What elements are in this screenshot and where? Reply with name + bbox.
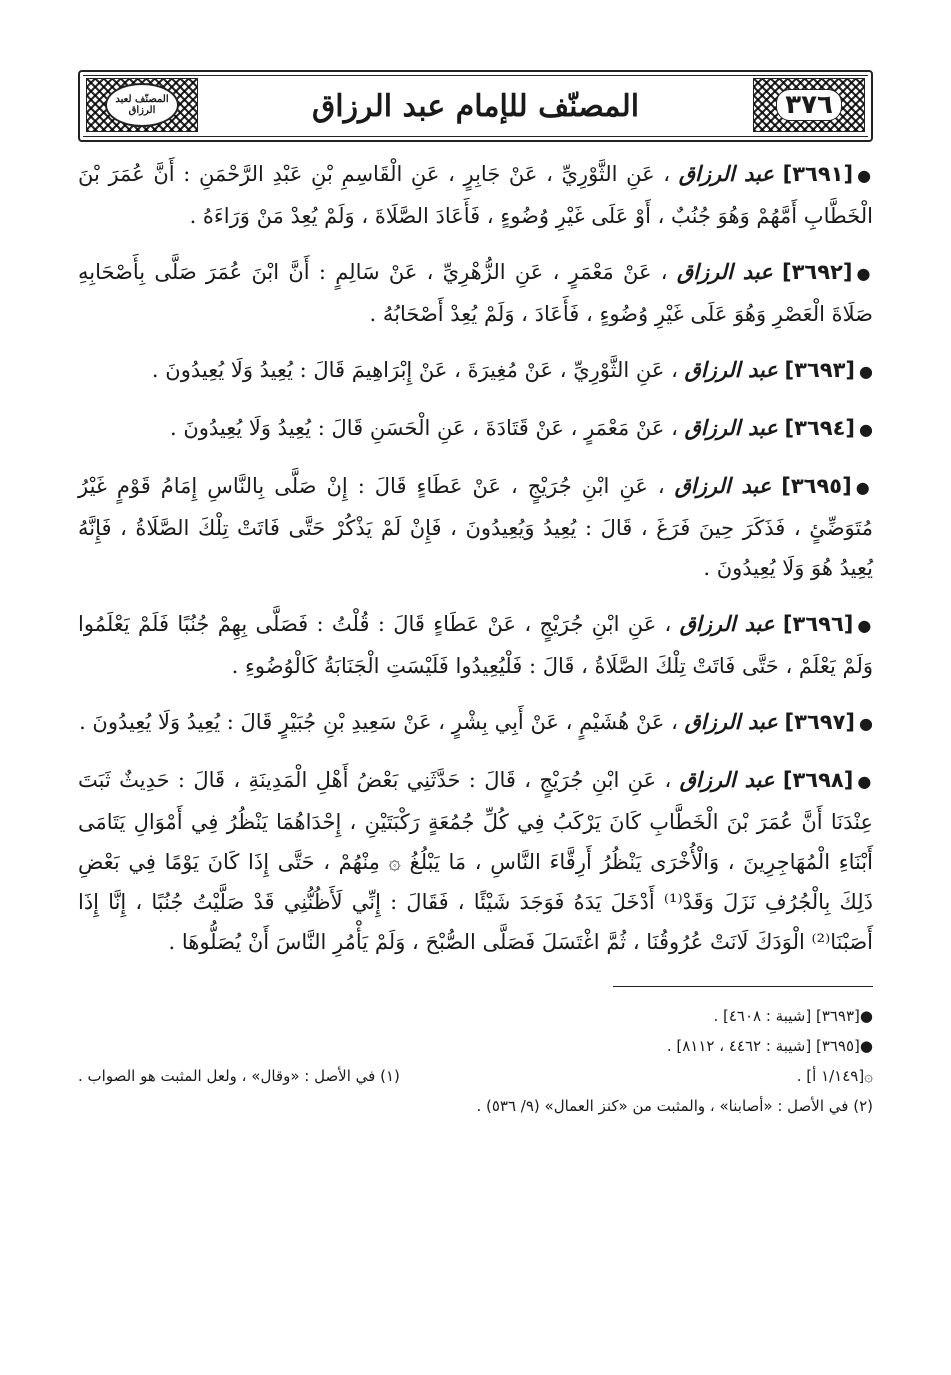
hadith-text: ، عَنِ الثَّوْرِيِّ ، عَنْ جَابِرٍ ، عَنِ الْقَاسِمِ بْنِ عَبْدِ الرَّحْمَنِ : أَنَّ عُمَرَ بْنَ الْخَطَّابِ أَمَّهُمْ وَهُوَ جُنُبٌ ، أَوْ عَلَى غَيْرِ وُضُوءٍ ، فَأَعَادَ الصَّلَاةَ ، وَلَمْ يُعِدْ مَنْ وَرَاءَهُ . xyxy=(78,162,873,228)
bullet-icon: ● xyxy=(859,362,873,381)
hadith-number: [٣٦٩٥] xyxy=(781,474,852,498)
hadith-author: عبد الرزاق xyxy=(684,415,778,440)
hadith-author: عبد الرزاق xyxy=(684,709,778,734)
hadith-text: ، عَنْ مَعْمَرٍ ، عَنِ الزُّهْرِيِّ ، عَنْ سَالِمٍ : أَنَّ ابْنَ عُمَرَ صَلَّى بِأَصْحَابِهِ صَلَاةَ الْعَصْرِ وَهُوَ عَلَى غَيْرِ وُضُوءٍ ، فَأَعَادَ ، وَلَمْ يُعِدْ أَصْحَابُهُ . xyxy=(78,260,873,326)
hadith-entry xyxy=(78,466,873,588)
hadith-entry xyxy=(78,408,873,450)
hadith-number: [٣٦٩٨] xyxy=(782,768,854,792)
hadith-number: [٣٦٩١] xyxy=(782,162,854,186)
hadith-list xyxy=(78,154,873,962)
hadith-number: [٣٦٩٤] xyxy=(784,416,856,440)
footnote-note: (٢) في الأصل : «أصابنا» ، والمثبت من «كنز العمال» (٩/ ٥٣٦) . xyxy=(476,1097,873,1115)
page-number: ٣٧٦ xyxy=(776,89,842,121)
header-ornament-left xyxy=(86,78,198,132)
hadith-text: ، عَنِ الثَّوْرِيِّ ، عَنْ مُغِيرَةَ ، عَنْ إِبْرَاهِيمَ قَالَ : يُعِيدُ وَلَا يُعِيدُونَ . xyxy=(151,358,678,382)
emblem-text: المصنّف لعبد الرزاق xyxy=(115,94,169,116)
bullet-icon: ● xyxy=(857,616,873,635)
hadith-author: عبد الرزاق xyxy=(684,357,778,382)
header-ornament-right xyxy=(753,78,865,132)
bullet-icon: ● xyxy=(857,166,873,185)
hadith-number: [٣٦٩٧] xyxy=(784,710,856,734)
bullet-icon: ● xyxy=(859,420,873,439)
hadith-entry xyxy=(78,154,873,236)
hadith-number: [٣٦٩٢] xyxy=(781,260,853,284)
footnotes xyxy=(78,1001,873,1121)
hadith-text: ، عَنْ مَعْمَرٍ ، عَنْ قَتَادَةَ ، عَنِ الْحَسَنِ قَالَ : يُعِيدُ وَلَا يُعِيدُونَ . xyxy=(169,416,678,440)
footnote-reference: ●[٣٦٩٣] [شيبة : ٤٦٠٨] . xyxy=(713,1007,873,1025)
hadith-author: عبد الرزاق xyxy=(678,161,774,186)
hadith-number: [٣٦٩٦] xyxy=(782,612,854,636)
hadith-entry xyxy=(78,604,873,686)
page-header xyxy=(78,70,873,142)
hadith-text: ، عَنِ ابْنِ جُرَيْجٍ ، قَالَ : حَدَّثَنِي بَعْضُ أَهْلِ الْمَدِينَةِ ، قَالَ : حَدِيثٌ ثَبَتَ عِنْدَنَا أَنَّ عُمَرَ بْنَ الْخَطَّابِ كَانَ يَرْكَبُ فِي كُلِّ جُمُعَةٍ رَكْبَتَيْنِ ، إِحْدَاهُمَا يَنْظُرُ فِي أَمْوَالِ يَتَامَى أَبْنَاءِ الْمُهَاجِرِينَ ، وَالْأُخْرَى يَنْظُرُ أَرِقَّاءَ النَّاسِ ، مَا يَبْلُغُ ۞ مِنْهُمْ ، حَتَّى إِذَا كَانَ يَوْمًا فِي بَعْضِ ذَلِكَ بِالْجُرُفِ نَزَلَ وَقَدْ⁽¹⁾ أَدْخَلَ يَدَهُ فَوَجَدَ شَيْئًا ، فَقَالَ : إِنِّي لَأَظُنُّنِي قَدْ صَلَّيْتُ جُنُبًا ، إِنَّا إِذَا أَصَبْنَا⁽²⁾ الْوَدَكَ لَانَتْ عُرُوقُنَا ، ثُمَّ اغْتَسَلَ فَصَلَّى الصُّبْحَ ، وَلَمْ يَأْمُرِ النَّاسَ أَنْ يُصَلُّوهَا . xyxy=(78,768,874,954)
bullet-icon: ● xyxy=(855,478,873,497)
hadith-entry xyxy=(78,760,873,962)
bullet-icon: ● xyxy=(859,714,873,733)
footnote-reference: ●[٣٦٩٥] [شيبة : ٤٤٦٢ ، ٨١١٢] . xyxy=(666,1037,873,1055)
bullet-icon: ● xyxy=(856,264,873,283)
book-emblem-icon xyxy=(105,83,179,127)
book-page xyxy=(78,70,873,1121)
hadith-entry xyxy=(78,252,873,334)
hadith-author: عبد الرزاق xyxy=(679,767,775,792)
running-title: المصنّف للإمام عبد الرزاق xyxy=(288,89,663,124)
hadith-text: ، عَنْ هُشَيْمٍ ، عَنْ أَبِي بِشْرٍ ، عَنْ سَعِيدِ بْنِ جُبَيْرٍ قَالَ : يُعِيدُ وَلَا يُعِيدُونَ . xyxy=(79,710,678,734)
hadith-author: عبد الرزاق xyxy=(679,611,775,636)
hadith-author: عبد الرزاق xyxy=(676,259,773,284)
hadith-entry xyxy=(78,350,873,392)
hadith-number: [٣٦٩٣] xyxy=(784,358,856,382)
footnote-note: (١) في الأصل : «وقال» ، ولعل المثبت هو الصواب . xyxy=(78,1067,400,1085)
hadith-text: ، عَنِ ابْنِ جُرَيْجٍ ، عَنْ عَطَاءٍ قَالَ : قُلْتُ : فَصَلَّى بِهِمْ جُنُبًا فَلَمْ يَعْلَمُوا وَلَمْ يَعْلَمْ ، حَتَّى فَاتَتْ تِلْكَ الصَّلَاةُ ، قَالَ : فَلْيُعِيدُوا فَلَيْسَتِ الْجَنَابَةُ كَالْوُضُوءِ . xyxy=(78,612,873,678)
footnote-divider xyxy=(613,986,873,987)
hadith-text: ، عَنِ ابْنِ جُرَيْجٍ ، عَنْ عَطَاءٍ قَالَ : إِنْ صَلَّى بِالنَّاسِ إِمَامُ قَوْمٍ غَيْرُ مُتَوَضِّئٍ ، فَذَكَرَ حِينَ فَرَغَ ، قَالَ : يُعِيدُ وَيُعِيدُونَ ، فَإِنْ لَمْ يَذْكُرْ حَتَّى فَاتَتْ تِلْكَ الصَّلَاةُ ، فَإِنَّهُ يُعِيدُ هُوَ وَلَا يُعِيدُونَ . xyxy=(78,474,873,580)
footnote-row xyxy=(78,1061,873,1091)
footnote-reference: ۞[١/١٤٩ أ] . xyxy=(796,1067,873,1085)
bullet-icon: ● xyxy=(857,772,873,791)
hadith-entry xyxy=(78,702,873,744)
hadith-author: عبد الرزاق xyxy=(674,473,772,498)
